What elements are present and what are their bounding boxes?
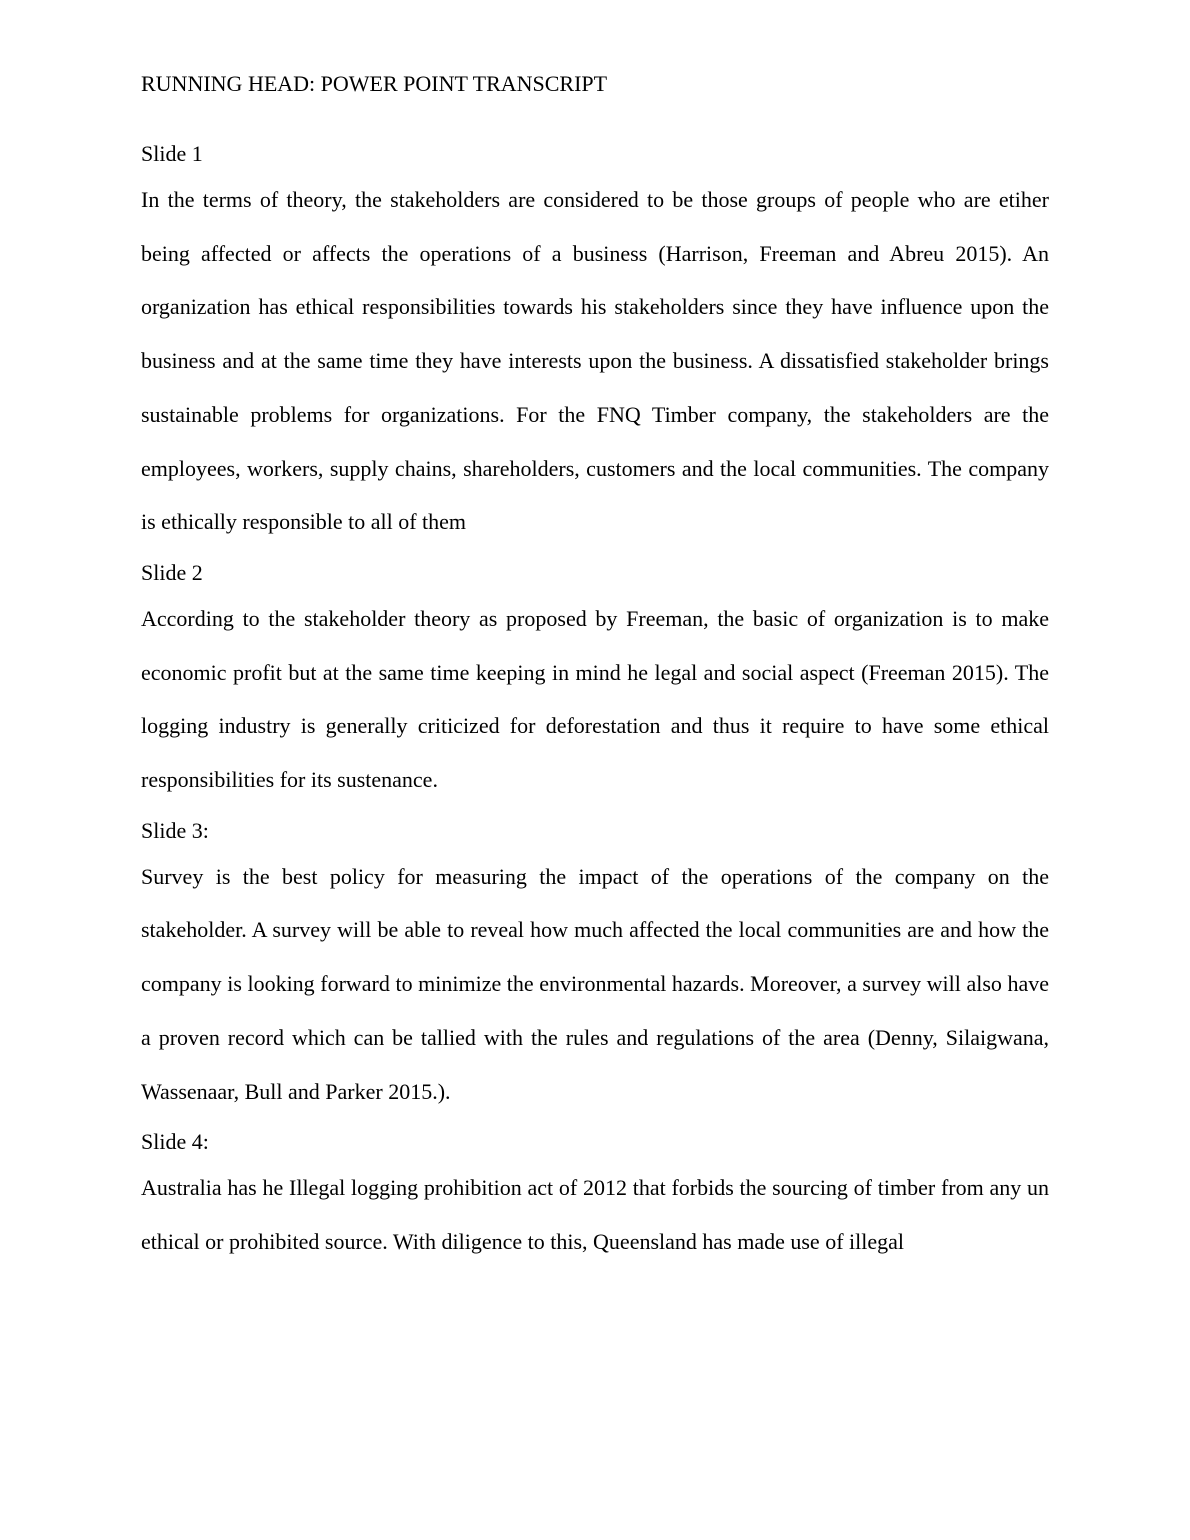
slide-paragraph: Australia has he Illegal logging prohibition act of 2012 that forbids the sourcing of timber from any un ethical or prohibited source. With diligence to this, Queensland has made use of illegal [141, 1175, 1049, 1254]
slide-section-3 [141, 816, 1049, 1119]
slide-paragraph: In the terms of theory, the stakeholders are considered to be those groups of people who are etiher being affected or affects the operations of a business (Harrison, Freeman and Abreu 2015). An organization has ethical responsibilities towards his stakeholders since they have influence upon the business and at the same time they have interests upon the business. A dissatisfied stakeholder brings sustainable problems for organizations. For the FNQ Timber company, the stakeholders are the employees, workers, supply chains, shareholders, customers and the local communities. The company is ethically responsible to all of them [141, 187, 1049, 535]
slide-heading: Slide 3: [141, 817, 209, 843]
running-head: RUNNING HEAD: POWER POINT TRANSCRIPT [141, 71, 608, 96]
slide-paragraph: According to the stakeholder theory as proposed by Freeman, the basic of organization is to make economic profit but at the same time keeping in mind he legal and social aspect (Freeman 2015). The logging industry is generally criticized for deforestation and thus it require to have some ethical responsibilities for its sustenance. [141, 605, 1049, 793]
slide-heading: Slide 1 [141, 141, 203, 166]
document-body [141, 139, 1049, 1278]
slide-section-2 [141, 558, 1049, 807]
slide-section-4 [141, 1127, 1049, 1268]
slide-heading: Slide 2 [141, 559, 203, 585]
slide-section-1 [141, 139, 1049, 549]
slide-heading: Slide 4: [141, 1129, 209, 1155]
slide-paragraph: Survey is the best policy for measuring the impact of the operations of the company on the stakeholder. A survey will be able to reveal how much affected the local communities are and how the company is looking forward to minimize the environmental hazards. Moreover, a survey will also have a proven record which can be tallied with the rules and regulations of the area (Denny, Silaigwana, Wassenaar, Bull and Parker 2015.). [141, 863, 1049, 1104]
